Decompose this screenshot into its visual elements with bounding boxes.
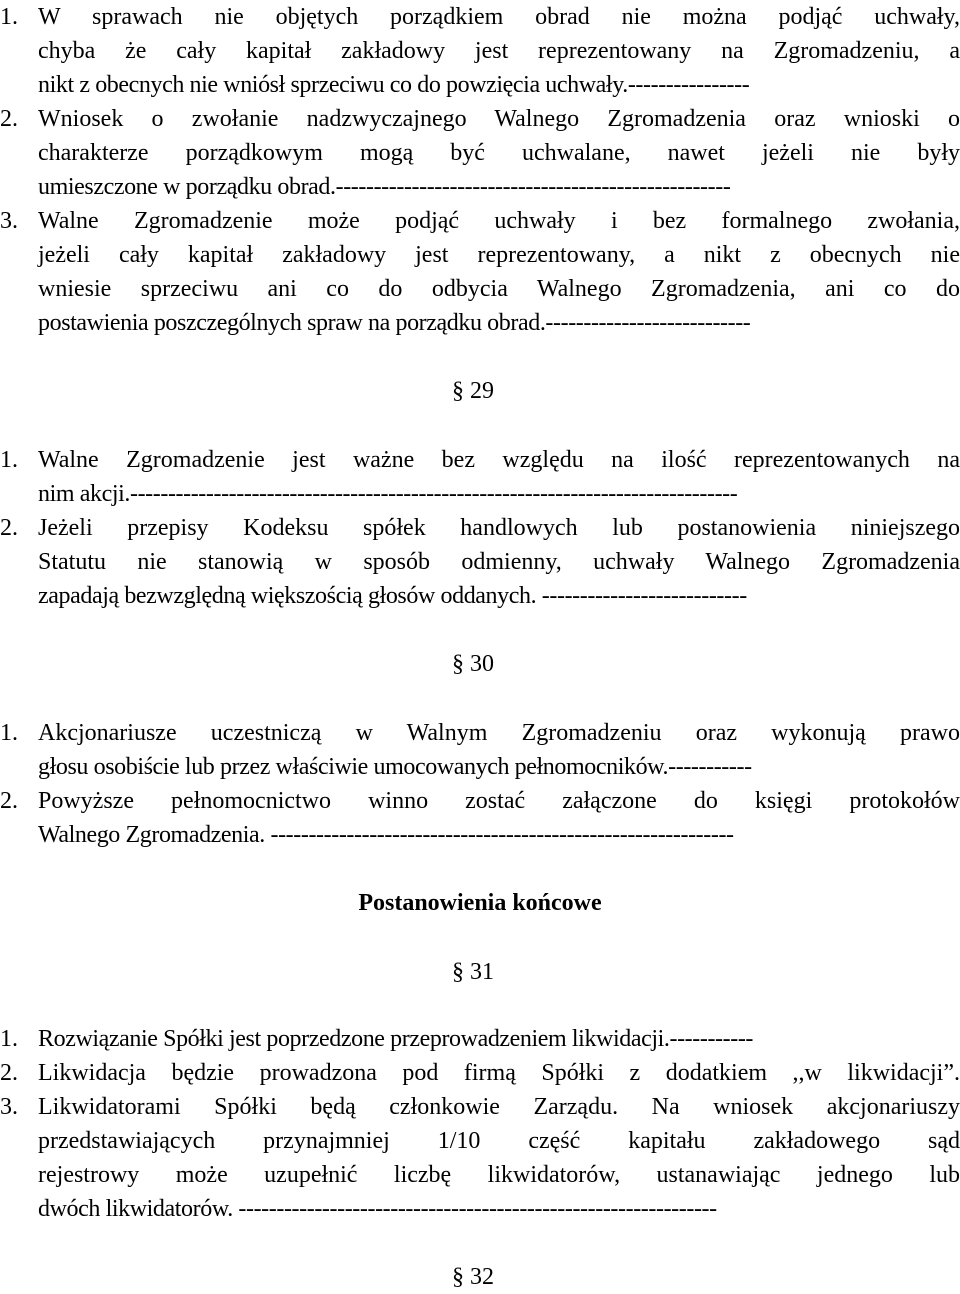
section-heading-31: § 31 [452,959,494,985]
item-text-line: charakterze porządkowym mogą być uchwalane, nawet jeżeli nie były [38,140,960,166]
list-item [0,784,960,818]
chapter-title: Postanowienia końcowe [358,890,602,916]
list-item-continuation [0,579,960,613]
list-item-continuation [0,1158,960,1192]
item-text-line: jeżeli cały kapitał zakładowy jest reprezentowany, a nikt z obecnych nie [38,242,960,268]
item-number: 1. [0,720,18,746]
item-text-line: nim akcji.-------------------------------------------------------------------------------- [38,481,738,507]
list-item-continuation [0,68,960,102]
list-item-continuation [0,272,960,306]
item-text-line: przedstawiających przynajmniej 1/10 część kapitału zakładowego sąd [38,1128,960,1154]
item-text-line: W sprawach nie objętych porządkiem obrad nie można podjąć uchwały, [38,4,960,30]
item-text-line: umieszczone w porządku obrad.---------------------------------------------------- [38,174,731,200]
item-number: 2. [0,515,18,541]
list-item [0,0,960,34]
list-item-continuation [0,545,960,579]
list-item-continuation [0,34,960,68]
item-text-line: Wniosek o zwołanie nadzwyczajnego Walnego Zgromadzenia oraz wnioski o [38,106,960,132]
item-text-line: Walne Zgromadzenie może podjąć uchwały i bez formalnego zwołania, [38,208,960,234]
item-text-line: Rozwiązanie Spółki jest poprzedzone przeprowadzeniem likwidacji.----------- [38,1026,754,1052]
list-item-continuation [0,477,960,511]
item-number: 3. [0,1094,18,1120]
item-text-line: Likwidacja będzie prowadzona pod firmą Spółki z dodatkiem ,,w likwidacji”. [38,1060,960,1086]
item-text-line: Likwidatorami Spółki będą członkowie Zarządu. Na wniosek akcjonariuszy [38,1094,960,1120]
list-item [0,1022,960,1056]
item-text-line: wniesie sprzeciwu ani co do odbycia Walnego Zgromadzenia, ani co do [38,276,960,302]
list-item [0,102,960,136]
item-text-line: zapadają bezwzględną większością głosów oddanych. --------------------------- [38,583,747,609]
item-text-line: Akcjonariusze uczestniczą w Walnym Zgromadzeniu oraz wykonują prawo [38,720,960,746]
item-text-line: rejestrowy może uzupełnić liczbę likwidatorów, ustanawiając jednego lub [38,1162,960,1188]
list-item-continuation [0,170,960,204]
item-text-line: postawienia poszczególnych spraw na porządku obrad.--------------------------- [38,310,751,336]
list-item [0,204,960,238]
item-text-line: Jeżeli przepisy Kodeksu spółek handlowych lub postanowienia niniejszego [38,515,960,541]
list-item-continuation [0,818,960,852]
item-number: 2. [0,106,18,132]
item-number: 1. [0,4,18,30]
list-item-continuation [0,238,960,272]
item-text-line: Walnego Zgromadzenia. ------------------------------------------------------------- [38,822,734,848]
item-number: 2. [0,788,18,814]
item-text-line: Statutu nie stanowią w sposób odmienny, uchwały Walnego Zgromadzenia [38,549,960,575]
item-number: 2. [0,1060,18,1086]
item-number: 1. [0,1026,18,1052]
list-item [0,443,960,477]
list-item [0,716,960,750]
item-text-line: Walne Zgromadzenie jest ważne bez względu na ilość reprezentowanych na [38,447,960,473]
item-number: 3. [0,208,18,234]
item-text-line: chyba że cały kapitał zakładowy jest reprezentowany na Zgromadzeniu, a [38,38,960,64]
list-item-continuation [0,136,960,170]
list-item-continuation [0,1192,960,1226]
list-item [0,1056,960,1090]
item-text-line: Powyższe pełnomocnictwo winno zostać załączone do księgi protokołów [38,788,960,814]
item-text-line: głosu osobiście lub przez właściwie umocowanych pełnomocników.----------- [38,754,752,780]
list-item-continuation [0,1124,960,1158]
list-item-continuation [0,750,960,784]
section-heading-32: § 32 [452,1264,494,1290]
item-text-line: nikt z obecnych nie wniósł sprzeciwu co do powzięcia uchwały.---------------- [38,72,750,98]
item-number: 1. [0,447,18,473]
list-item [0,511,960,545]
section-heading-29: § 29 [452,378,494,404]
section-heading-30: § 30 [452,651,494,677]
list-item [0,1090,960,1124]
list-item-continuation [0,306,960,340]
item-text-line: dwóch likwidatorów. --------------------------------------------------------------- [38,1196,717,1222]
